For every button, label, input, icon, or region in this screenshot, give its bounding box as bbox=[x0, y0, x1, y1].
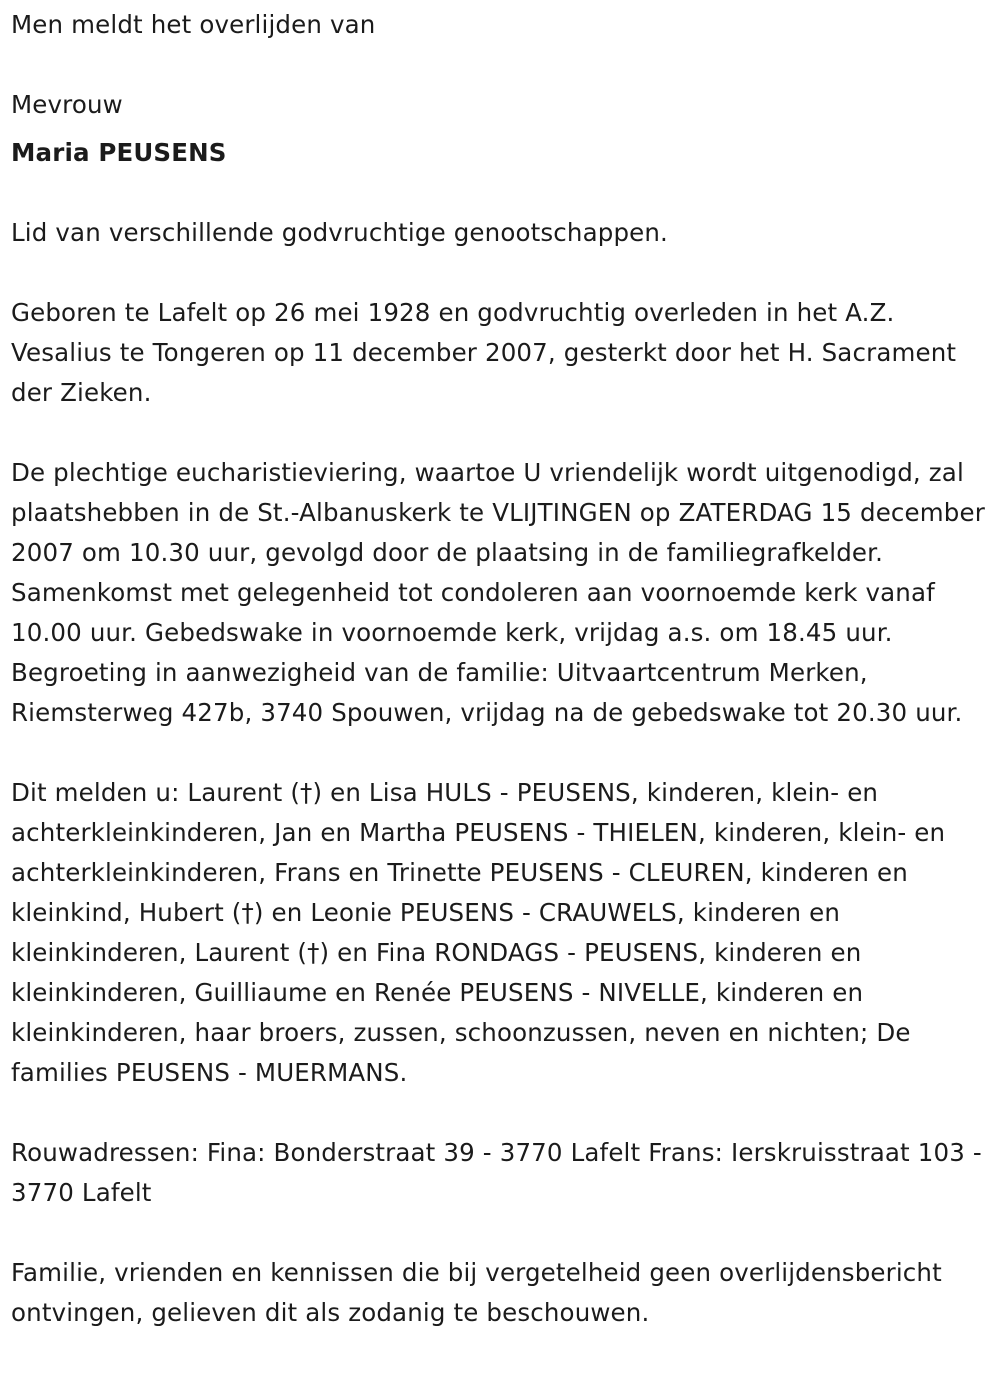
birth-death-paragraph: Geboren te Lafelt op 26 mei 1928 en godvruchtig overleden in het A.Z. Vesalius te Tongeren op 11 december 2007, gesterkt door het H. Sacrament der Zieken. bbox=[11, 298, 957, 407]
intro-text: Men meldt het overlijden van bbox=[11, 10, 376, 39]
salutation: Mevrouw bbox=[11, 90, 123, 119]
family-paragraph: Dit melden u: Laurent (†) en Lisa HULS - PEUSENS, kinderen, klein- en achterkleinkinderen, Jan en Martha PEUSENS - THIELEN, kinderen, klein- en achterkleinkinderen, Frans en Trinette PEUSENS - CLEUREN, kinderen en kleinkind, Hubert (†) en Leonie PEUSENS - CRAUWELS, kinderen en kleinkinderen, Laurent (†) en Fina RONDAGS - PEUSENS, kinderen en kleinkinderen, Guilliaume en Renée PEUSENS - NIVELLE, kinderen en kleinkinderen, haar broers, zussen, schoonzussen, neven en nichten; De families PEUSENS - MUERMANS. bbox=[11, 778, 946, 1087]
closing-paragraph: Familie, vrienden en kennissen die bij vergetelheid geen overlijdensbericht ontvingen, gelieven dit als zodanig te beschouwen. bbox=[11, 1258, 942, 1327]
addresses-paragraph: Rouwadressen: Fina: Bonderstraat 39 - 3770 Lafelt Frans: Ierskruisstraat 103 - 3770 Lafelt bbox=[11, 1138, 982, 1207]
ceremony-paragraph: De plechtige eucharistieviering, waartoe U vriendelijk wordt uitgenodigd, zal plaatshebben in de St.-Albanuskerk te VLIJTINGEN op ZATERDAG 15 december 2007 om 10.30 uur, gevolgd door de plaatsing in de familiegrafkelder. Samenkomst met gelegenheid tot condoleren aan voornoemde kerk vanaf 10.00 uur. Gebedswake in voornoemde kerk, vrijdag a.s. om 18.45 uur. Begroeting in aanwezigheid van de familie: Uitvaartcentrum Merken, Riemsterweg 427b, 3740 Spouwen, vrijdag na de gebedswake tot 20.30 uur. bbox=[11, 458, 985, 727]
deceased-name: Maria PEUSENS bbox=[11, 138, 227, 167]
membership-text: Lid van verschillende godvruchtige genootschappen. bbox=[11, 218, 668, 247]
obituary-notice bbox=[11, 5, 991, 1333]
